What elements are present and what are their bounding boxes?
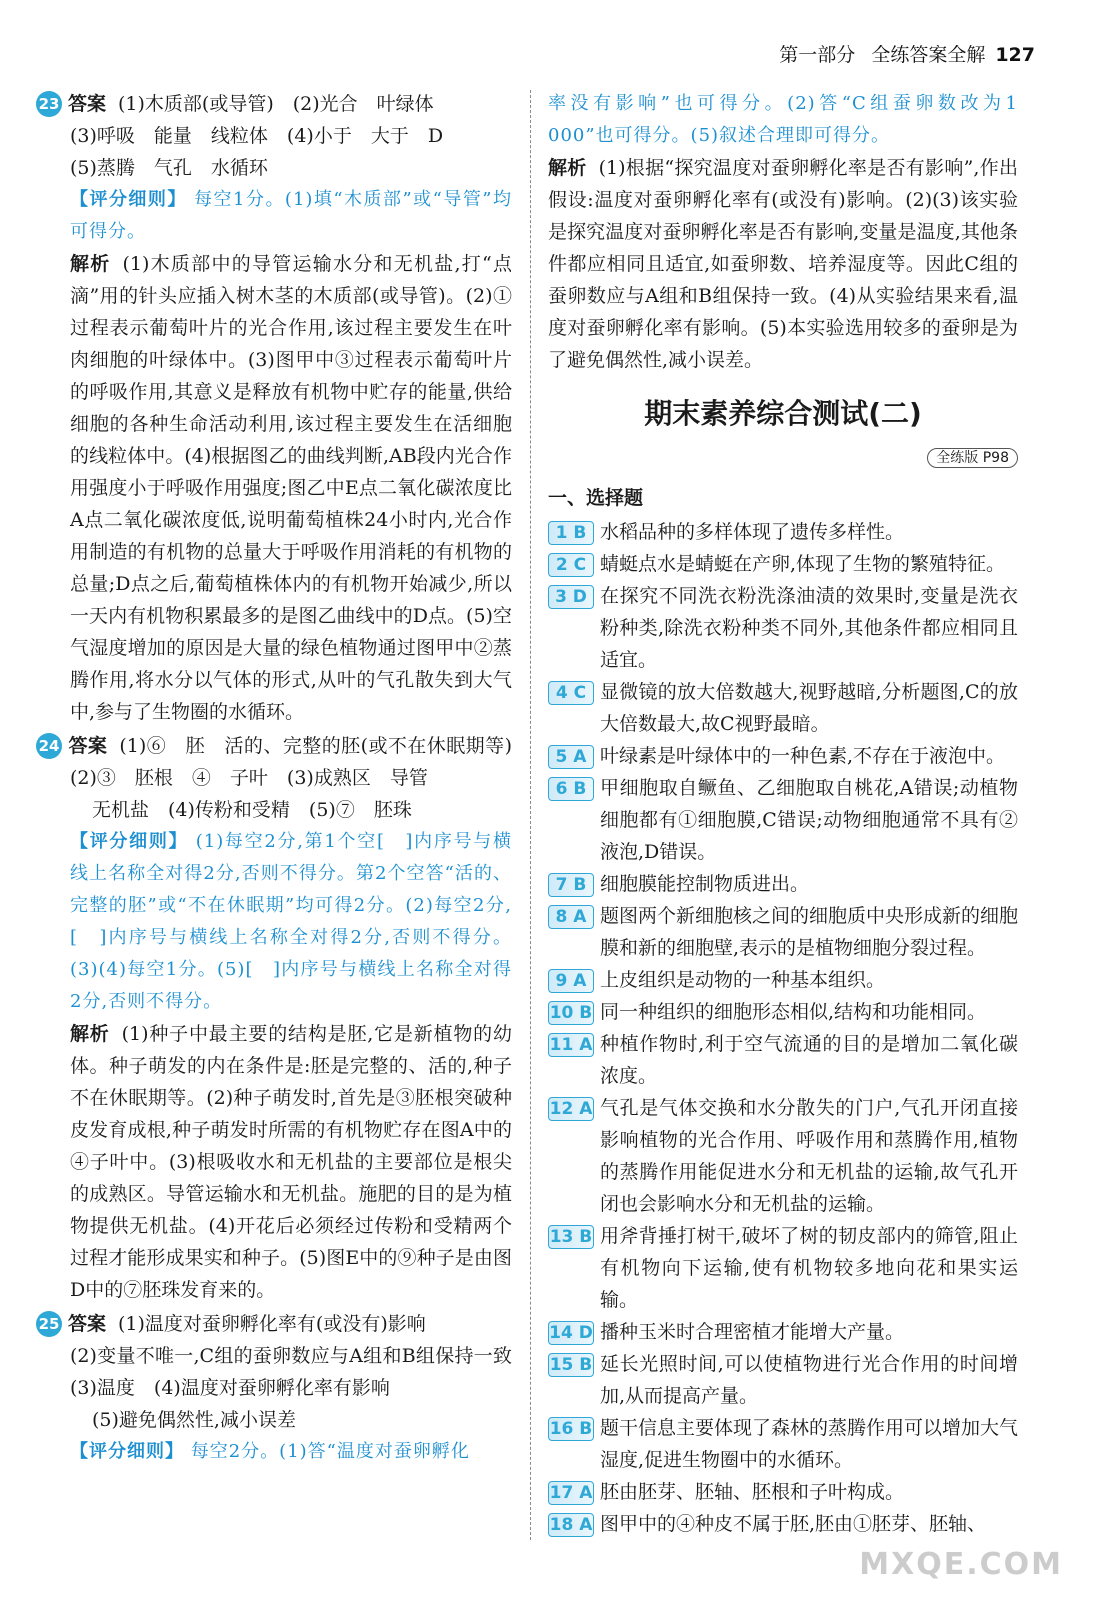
answer-badge: 6 B — [548, 777, 594, 801]
answer-explanation: 题图两个新细胞核之间的细胞质中央形成新的细胞膜和新的细胞壁,表示的是植物细胞分裂过程。 — [600, 905, 1019, 959]
question-24 — [38, 730, 531, 1306]
rubric-continued: 率没有影响”也可得分。(2)答“C组蚕卵数改为1 000”也可得分。(5)叙述合理即可得分。 — [548, 93, 1018, 146]
choice-answer-item — [548, 772, 1018, 868]
choice-answer-list — [548, 516, 1018, 1540]
analysis-text: (1)种子中最主要的结构是胚,它是新植物的幼体。种子萌发的内在条件是:胚是完整的、活的,种子不在休眠期等。(2)种子萌发时,首先是③胚根突破种皮发育成根,种子萌发时所需的有机物贮存在图A中的④子叶中。(3)根吸收水和无机盐的主要部位是根尖的成熟区。导管运输水和无机盐。施肥的目的是为植物提供无机盐。(4)开花后必须经过传粉和受精两个过程才能形成果实和种子。(5)图E中的⑨种子是由图D中的⑦胚珠发育来的。 — [70, 1023, 512, 1301]
choice-answer-item — [548, 1220, 1018, 1316]
rubric-label: 【评分细则】 — [70, 831, 189, 852]
answer-explanation: 甲细胞取自鳜鱼、乙细胞取自桃花,A错误;动植物细胞都有①细胞膜,C错误;动物细胞通常不具有②液泡,D错误。 — [600, 777, 1018, 863]
choice-answer-item — [548, 1508, 1018, 1540]
answer-badge: 14 D — [549, 1323, 593, 1343]
header-title: 全练答案全解 — [871, 44, 986, 66]
analysis — [548, 152, 1018, 376]
question-25 — [38, 1308, 532, 1468]
answer-badge: 17 A — [549, 1483, 593, 1503]
scoring-rubric — [70, 826, 512, 1018]
answer-badge: 18 A — [549, 1515, 593, 1535]
answer-line: (1)⑥ 胚 活的、完整的胚(或不在休眠期等) (2)③ 胚根 ④ 子叶 (3)成熟区 导管 — [70, 735, 531, 789]
question-number-badge: 23 — [36, 91, 62, 117]
right-column — [548, 88, 1018, 1540]
scoring-rubric — [70, 1436, 512, 1468]
choice-answer-item — [548, 1476, 1018, 1508]
choice-answer-item — [548, 900, 1018, 964]
choice-answer-item — [548, 1412, 1018, 1476]
rubric-text: 每空1分。(1)填“木质部”或“导管”均可得分。 — [70, 189, 512, 242]
answer-line: (2)变量不唯一,C组的蚕卵数应与A组和B组保持一致 (3)温度 (4)温度对蚕卵孵化率有影响 — [70, 1345, 532, 1399]
rubric-text: 每空2分。(1)答“温度对蚕卵孵化 — [190, 1441, 470, 1462]
choice-answer-item — [548, 1028, 1018, 1092]
answer-line: 无机盐 (4)传粉和受精 (5)⑦ 胚珠 — [92, 799, 412, 821]
column-divider — [530, 90, 531, 1540]
choice-answer-item — [548, 548, 1018, 580]
choice-answer-item — [548, 868, 1018, 900]
analysis-text: (1)木质部中的导管运输水分和无机盐,打“点滴”用的针头应插入树木茎的木质部(或导管)。(2)①过程表示葡萄叶片的光合作用,该过程主要发生在叶肉细胞的叶绿体中。(3)图甲中③过程表示葡萄叶片的呼吸作用,其意义是释放有机物中贮存的能量,供给细胞的各种生命活动利用,该过程主要发生在活细胞的线粒体中。(4)根据图乙的曲线判断,AB段内光合作用强度小于呼吸作用强度;图乙中E点二氧化碳浓度比A点二氧化碳浓度低,说明葡萄植株24小时内,光合作用制造的有机物的总量大于呼吸作用消耗的有机物的总量;D点之后,葡萄植株体内的有机物开始减少,所以一天内有机物积累最多的是图乙曲线中的D点。(5)空气湿度增加的原因是大量的绿色植物通过图甲中②蒸腾作用,将水分以气体的形式,从叶的气孔散失到大气中,参与了生物圈的水循环。 — [70, 253, 512, 723]
answer-badge: 9 A — [548, 969, 594, 993]
answer-badge: 13 B — [549, 1227, 593, 1247]
rubric-label: 【评分细则】 — [70, 189, 187, 210]
answer-badge: 2 C — [548, 553, 594, 577]
page-header — [779, 40, 1035, 67]
answer-line: (5)蒸腾 气孔 水循环 — [70, 157, 268, 179]
analysis-label: 解析 — [70, 1023, 110, 1045]
analysis — [70, 248, 512, 728]
rubric-text: (1)每空2分,第1个空[ ]内序号与横线上名称全对得2分,否则不得分。第2个空答“活的、完整的胚”或“不在休眠期”均可得2分。(2)每空2分,[ ]内序号与横线上名称全对得2分,否则不得分。(3)(4)每空1分。(5)[ ]内序号与横线上名称全对得2分,否则不得分。 — [70, 831, 512, 1012]
answer-label: 答案 — [68, 1313, 107, 1335]
answer-badge: 8 A — [548, 905, 594, 929]
watermark: MXQE.COM — [859, 1547, 1063, 1582]
answer-badge: 5 A — [548, 745, 594, 769]
question-number-badge: 25 — [36, 1311, 62, 1337]
page-number: 127 — [995, 44, 1035, 66]
answer-explanation: 胚由胚芽、胚轴、胚根和子叶构成。 — [600, 1481, 905, 1503]
scoring-rubric — [70, 184, 512, 248]
answer-line: (5)避免偶然性,减小误差 — [92, 1409, 296, 1431]
choice-answer-item — [548, 1092, 1018, 1220]
answer-badge: 15 B — [549, 1355, 593, 1375]
answer-explanation: 细胞膜能控制物质进出。 — [600, 873, 810, 895]
answer-badge: 1 B — [548, 521, 594, 545]
answer-explanation: 气孔是气体交换和水分散失的门户,气孔开闭直接影响植物的光合作用、呼吸作用和蒸腾作用,植物的蒸腾作用能促进水分和无机盐的运输,故气孔开闭也会影响水分和无机盐的运输。 — [600, 1097, 1018, 1215]
answer-explanation: 在探究不同洗衣粉洗涤油渍的效果时,变量是洗衣粉种类,除洗衣粉种类不同外,其他条件都应相同且适宜。 — [600, 585, 1018, 671]
choice-answer-item — [548, 1316, 1018, 1348]
left-column — [38, 88, 532, 1468]
choice-answer-item — [548, 996, 1018, 1028]
page-reference-tag: 全练版 P98 — [927, 448, 1018, 468]
analysis-text: (1)根据“探究温度对蚕卵孵化率是否有影响”,作出假设:温度对蚕卵孵化率有(或没有)影响。(2)(3)该实验是探究温度对蚕卵孵化率是否有影响,变量是温度,其他条件都应相同且适宜,如蚕卵数、培养湿度等。因此C组的蚕卵数应与A组和B组保持一致。(4)从实验结果来看,温度对蚕卵孵化率有影响。(5)本实验选用较多的蚕卵是为了避免偶然性,减小误差。 — [548, 157, 1018, 371]
answer-explanation: 播种玉米时合理密植才能增大产量。 — [600, 1321, 905, 1343]
answer-badge: 11 A — [549, 1035, 593, 1055]
answer-label: 答案 — [68, 93, 107, 115]
question-number-badge: 24 — [36, 733, 62, 759]
answer-explanation: 题干信息主要体现了森林的蒸腾作用可以增加大气湿度,促进生物圈中的水循环。 — [600, 1417, 1019, 1471]
answer-badge: 16 B — [549, 1419, 593, 1439]
analysis — [70, 1018, 512, 1306]
analysis-label: 解析 — [548, 157, 587, 179]
choice-answer-item — [548, 516, 1018, 548]
answer-badge: 3 D — [548, 585, 594, 609]
answer-badge: 12 A — [549, 1099, 593, 1119]
answer-explanation: 种植作物时,利于空气流通的目的是增加二氧化碳浓度。 — [600, 1033, 1018, 1087]
answer-explanation: 叶绿素是叶绿体中的一种色素,不存在于液泡中。 — [600, 745, 1006, 767]
answer-line: (3)呼吸 能量 线粒体 (4)小于 大于 D — [70, 125, 444, 147]
answer-explanation: 图甲中的④种皮不属于胚,胚由①胚芽、胚轴、 — [600, 1513, 987, 1535]
question-23 — [38, 88, 512, 728]
answer-line: (1)温度对蚕卵孵化率有(或没有)影响 — [118, 1313, 426, 1335]
analysis-label: 解析 — [70, 253, 111, 275]
answer-line: (1)木质部(或导管) (2)光合 叶绿体 — [118, 93, 434, 115]
answer-badge: 10 B — [549, 1003, 593, 1023]
section-title: 期末素养综合测试(二) — [644, 397, 922, 430]
answer-explanation: 显微镜的放大倍数越大,视野越暗,分析题图,C的放大倍数最大,故C视野最暗。 — [600, 681, 1018, 735]
answer-explanation: 同一种组织的细胞形态相似,结构和功能相同。 — [600, 1001, 987, 1023]
choice-answer-item — [548, 580, 1018, 676]
rubric-label: 【评分细则】 — [70, 1441, 184, 1462]
part-title: 一、选择题 — [548, 487, 644, 509]
answer-explanation: 上皮组织是动物的一种基本组织。 — [600, 969, 886, 991]
answer-label: 答案 — [68, 735, 108, 757]
header-part: 第一部分 — [779, 44, 856, 66]
answer-explanation: 蜻蜓点水是蜻蜓在产卵,体现了生物的繁殖特征。 — [600, 553, 1006, 575]
answer-explanation: 延长光照时间,可以使植物进行光合作用的时间增加,从而提高产量。 — [600, 1353, 1018, 1407]
choice-answer-item — [548, 740, 1018, 772]
choice-answer-item — [548, 1348, 1018, 1412]
choice-answer-item — [548, 964, 1018, 996]
answer-badge: 4 C — [548, 681, 594, 705]
answer-explanation: 用斧背捶打树干,破坏了树的韧皮部内的筛管,阻止有机物向下运输,使有机物较多地向花和果实运输。 — [600, 1225, 1018, 1311]
choice-answer-item — [548, 676, 1018, 740]
answer-badge: 7 B — [548, 873, 594, 897]
answer-explanation: 水稻品种的多样体现了遗传多样性。 — [600, 521, 905, 543]
